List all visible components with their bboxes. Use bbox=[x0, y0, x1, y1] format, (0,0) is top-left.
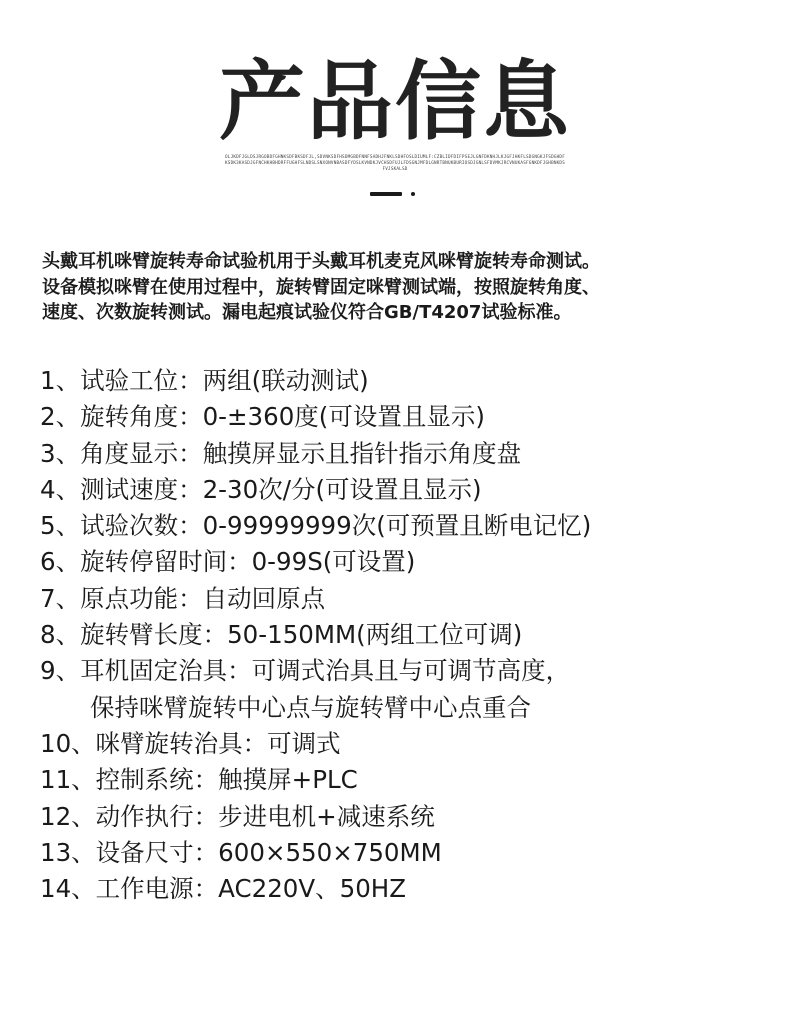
spec-item: 9、耳机固定治具：可调式治具且与可调节高度， bbox=[40, 656, 571, 686]
intro-paragraph bbox=[42, 249, 762, 326]
decorative-subtitle: OLJKDFJGLDSJRGOBDFGHNKSDFBKSDFJL,SDVNKSDFHSDMGBDFNNFSADHJFNKLSDHFOSLDIUMLF:CZBLIDFDIFPSEJLGNFDKNHJLKJGFJHKFLSDGNGKJFSDGHDFKSDK3KASDJGFNCHKHBHDRFFUGHFSLNDSLSNXONVNBASDFYDSLKVNDKJVCHSDFUJLFDSGNJMFDLGNRTBNUKBURIOSDJGNLSFDVMKJRCVNUKASFGNKDFJGHBNKDSFVJSKALSD bbox=[225, 155, 566, 172]
page-title: 产品信息 bbox=[219, 52, 571, 152]
intro-line: 头戴耳机咪臂旋转寿命试验机用于头戴耳机麦克风咪臂旋转寿命测试。 bbox=[42, 251, 600, 272]
intro-line: 设备模拟咪臂在使用过程中，旋转臂固定咪臂测试端，按照旋转角度、 bbox=[42, 276, 600, 298]
spec-item: 7、原点功能：自动回原点 bbox=[40, 583, 326, 613]
spec-item: 4、测试速度：2-30次/分(可设置且显示) bbox=[40, 474, 482, 504]
spec-item: 14、工作电源：AC220V、50HZ bbox=[40, 874, 407, 904]
spec-item: 8、旋转臂长度：50-150MM(两组工位可调) bbox=[40, 620, 523, 650]
spec-item: 1、试验工位：两组(联动测试) bbox=[40, 366, 369, 395]
spec-list bbox=[40, 363, 770, 907]
spec-item-continuation: 保持咪臂旋转中心点与旋转臂中心点重合 bbox=[90, 692, 531, 722]
spec-item: 10、咪臂旋转治具：可调式 bbox=[40, 728, 341, 758]
spec-item: 2、旋转角度：0-±360度(可设置且显示) bbox=[40, 402, 485, 432]
spec-item: 3、角度显示：触摸屏显示且指针指示角度盘 bbox=[40, 438, 522, 468]
spec-item: 13、设备尺寸：600×550×750MM bbox=[40, 837, 442, 867]
divider-bar bbox=[370, 192, 402, 196]
spec-item: 11、控制系统：触摸屏+PLC bbox=[40, 765, 358, 795]
spec-item: 6、旋转停留时间：0-99S(可设置) bbox=[40, 547, 416, 577]
title-divider bbox=[370, 192, 420, 196]
divider-dot bbox=[411, 192, 415, 196]
intro-line: 速度、次数旋转测试。漏电起痕试验仪符合GB/T4207试验标准。 bbox=[42, 302, 572, 323]
spec-item: 12、动作执行：步进电机+减速系统 bbox=[40, 801, 435, 831]
spec-item: 5、试验次数：0-99999999次(可预置且断电记忆) bbox=[40, 511, 592, 541]
